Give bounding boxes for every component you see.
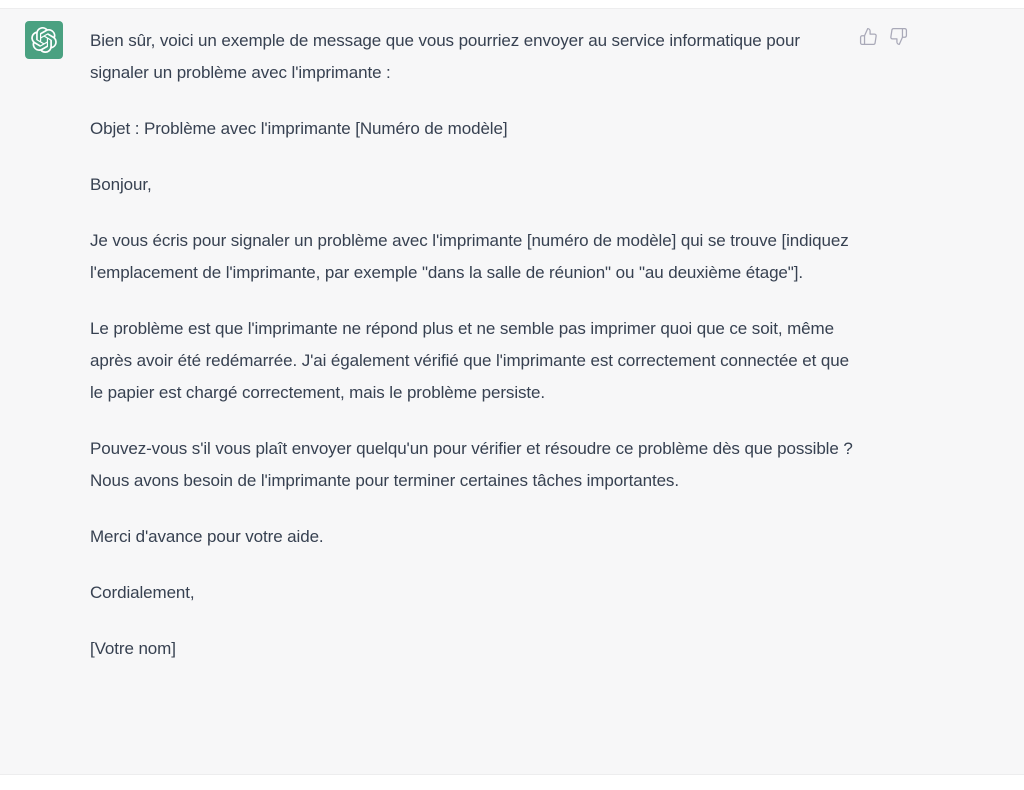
message-paragraph: Objet : Problème avec l'imprimante [Numéro de modèle]: [90, 119, 508, 138]
message-content: [90, 25, 862, 665]
message-actions: [858, 26, 908, 46]
message-paragraph: Bien sûr, voici un exemple de message que vous pourriez envoyer au service informatique pour signaler un problème avec l'imprimante :: [90, 31, 800, 82]
assistant-avatar: [25, 21, 63, 59]
message-paragraph: Cordialement,: [90, 583, 195, 602]
assistant-message: [0, 8, 1024, 775]
message-paragraph: Merci d'avance pour votre aide.: [90, 527, 324, 546]
thumbs-up-icon: [859, 27, 878, 46]
thumbs-down-icon: [889, 27, 908, 46]
message-paragraph: Bonjour,: [90, 175, 152, 194]
message-paragraph: Pouvez-vous s'il vous plaît envoyer quelqu'un pour vérifier et résoudre ce problème dès que possible ? Nous avons besoin de l'imprimante pour terminer certaines tâches importantes.: [90, 439, 853, 490]
openai-logo-icon: [31, 27, 57, 53]
message-paragraph: [Votre nom]: [90, 639, 176, 658]
thumbs-up-button[interactable]: [858, 26, 878, 46]
message-paragraph: Je vous écris pour signaler un problème avec l'imprimante [numéro de modèle] qui se trouve [indiquez l'emplacement de l'imprimante, par exemple "dans la salle de réunion" ou "au deuxième étage"].: [90, 231, 849, 282]
message-paragraph: Le problème est que l'imprimante ne répond plus et ne semble pas imprimer quoi que ce soit, même après avoir été redémarrée. J'ai également vérifié que l'imprimante est correctement connectée et que le papier est chargé correctement, mais le problème persiste.: [90, 319, 849, 402]
thumbs-down-button[interactable]: [888, 26, 908, 46]
